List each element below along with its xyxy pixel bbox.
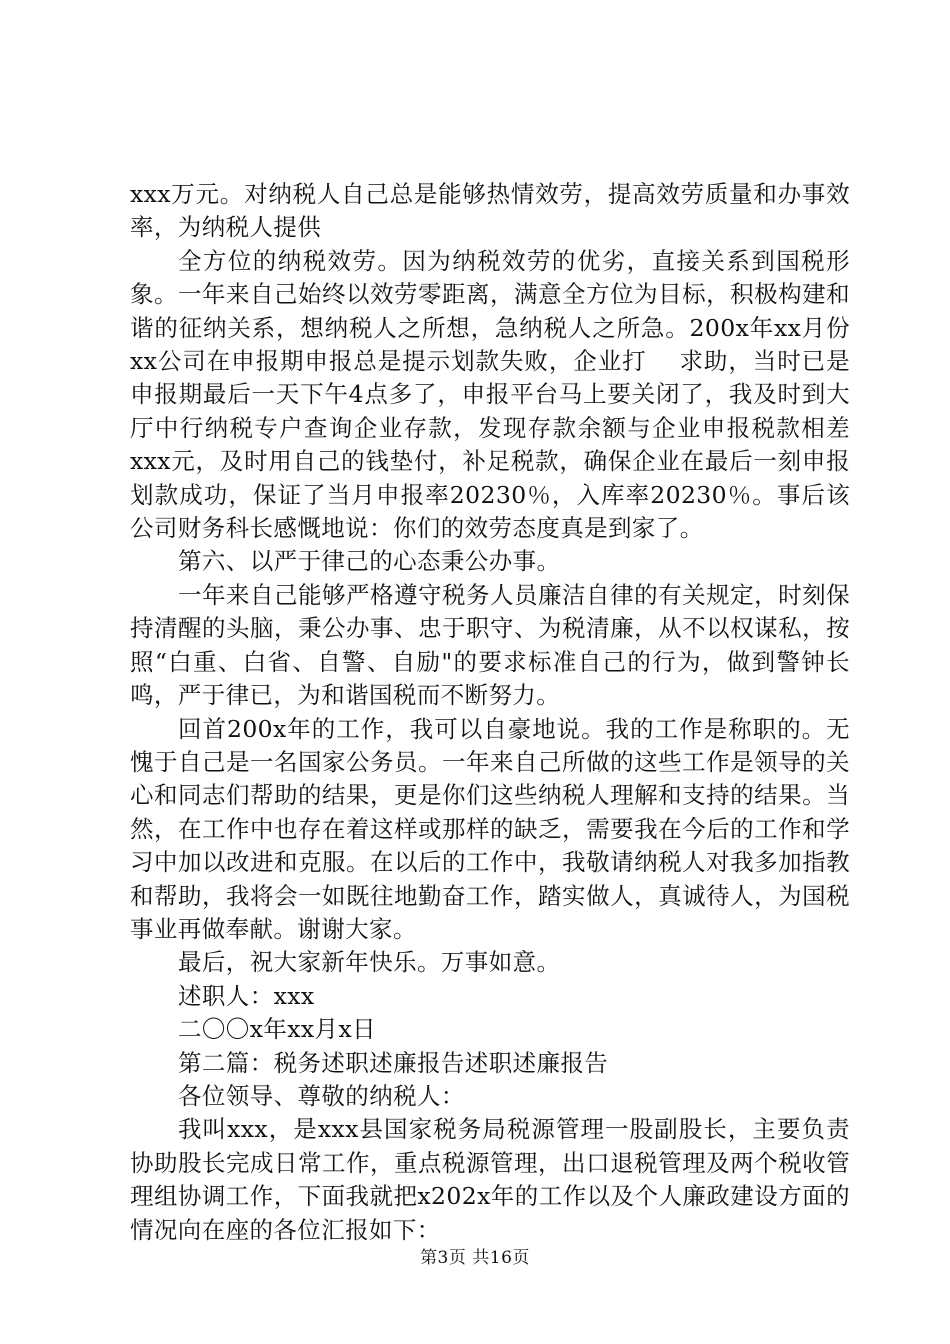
closing-wishes: 最后，祝大家新年快乐。万事如意。 — [178, 948, 561, 977]
paragraph: 全方位的纳税效劳。因为纳税效劳的优劣，直接关系到国税形象。一年来自己始终以效劳零距离，满意全方位为目标，积极构建和谐的征纳关系，想纳税人之所想，急纳税人之所急。200x年xx月份xx公司在申报期申报总是提示划款失败，企业打 求助，当时已是申报期最后一天下午4点多了，申报平台马上要关闭了，我及时到大厅中行纳税专户查询企业存款，发现存款余额与企业申报税款相差xxx元，及时用自己的钱垫付，补足税款，确保企业在最后一刻申报划款成功，保证了当月申报率20230％，入库率20230％。事后该公司财务科长感慨地说：你们的效劳态度真是到家了。 — [130, 246, 850, 543]
paragraph: xxx万元。对纳税人自己总是能够热情效劳，提高效劳质量和办事效率，为纳税人提供 — [130, 180, 850, 242]
chapter-title: 第二篇：税务述职述廉报告述职述廉报告 — [178, 1048, 609, 1077]
section-heading: 第六、以严于律己的心态秉公办事。 — [178, 547, 561, 576]
signature-line: 述职人：xxx — [178, 981, 315, 1010]
document-body — [130, 178, 850, 1247]
paragraph: 回首200x年的工作，我可以自豪地说。我的工作是称职的。无愧于自己是一名国家公务员。一年来自己所做的这些工作是领导的关心和同志们帮助的结果，更是你们这些纳税人理解和支持的结果。当然，在工作中也存在着这样或那样的缺乏，需要我在今后的工作和学习中加以改进和克服。在以后的工作中，我敬请纳税人对我多加指教和帮助，我将会一如既往地勤奋工作，踏实做人，真诚待人，为国税事业再做奉献。谢谢大家。 — [130, 714, 850, 943]
paragraph: 一年来自己能够严格遵守税务人员廉洁自律的有关规定，时刻保持清醒的头脑，秉公办事、忠于职守、为税清廉，从不以权谋私，按照“白重、白省、自警、自励"的要求标准自己的行为，做到警钟长鸣，严于律已，为和谐国税而不断努力。 — [130, 580, 850, 710]
salutation: 各位领导、尊敬的纳税人： — [178, 1081, 465, 1110]
paragraph: 我叫xxx，是xxx县国家税务局税源管理一股副股长，主要负责协助股长完成日常工作，重点税源管理，出口退税管理及两个税收管理组协调工作，下面我就把x202x年的工作以及个人廉政建设方面的情况向在座的各位汇报如下： — [130, 1115, 850, 1244]
page-number-footer: 第3页 共16页 — [420, 1248, 530, 1268]
date-line: 二〇〇x年xx月x日 — [178, 1015, 377, 1044]
